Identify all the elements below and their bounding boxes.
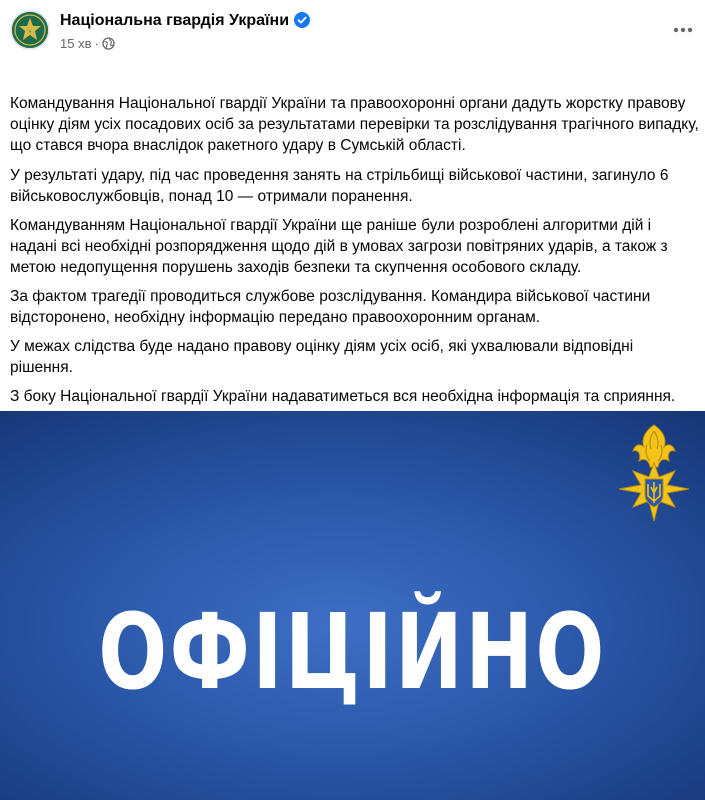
post-paragraph: У межах слідства буде надано правову оцінку діям усіх осіб, які ухвалювали відповідні рішення. bbox=[10, 338, 634, 376]
national-guard-emblem-icon bbox=[12, 12, 48, 48]
post-text bbox=[10, 93, 700, 444]
post-paragraph: Командуванням Національної гвардії України ще раніше були розроблені алгоритми дій і надані всі необхідні розпорядження щодо дій в умовах загрози повітряних ударів, а також з метою недопущення порушень заходів безпеки та скупчення особового складу. bbox=[10, 217, 668, 276]
more-options-icon[interactable] bbox=[671, 18, 695, 42]
page-name-label[interactable]: Національна гвардія України bbox=[60, 12, 290, 29]
post-paragraph: З боку Національної гвардії України надаватиметься вся необхідна інформація та сприяння. bbox=[10, 388, 676, 405]
post-paragraph: У результаті удару, під час проведення занять на стрільбищі військової частини, загинуло 6 військовослужбовців, понад 10 — отримали поранення. bbox=[10, 167, 669, 205]
page-avatar[interactable] bbox=[10, 10, 50, 50]
post-header bbox=[0, 0, 705, 66]
verified-badge-icon bbox=[294, 12, 310, 33]
post-paragraph: Командування Національної гвардії України та правоохоронні органи дадуть жорстку правову оцінку діям усіх посадових осіб за результатами перевірки та розслідування трагічного випадку, що стався вчора внаслідок ракетного удару в Сумській області. bbox=[10, 95, 699, 154]
national-guard-emblem-icon bbox=[615, 421, 693, 531]
banner-title: ОФІЦІЙНО bbox=[98, 591, 607, 713]
page-name[interactable] bbox=[60, 12, 310, 33]
post-timestamp[interactable]: 15 хв bbox=[60, 36, 92, 51]
meta-separator: · bbox=[94, 36, 99, 51]
post-meta bbox=[60, 36, 115, 53]
post-paragraph: За фактом трагедії проводиться службове розслідування. Командира військової частини відсторонено, необхідну інформацію передано правоохоронним органам. bbox=[10, 288, 651, 326]
post-image[interactable] bbox=[0, 411, 705, 800]
globe-icon[interactable] bbox=[102, 37, 115, 53]
